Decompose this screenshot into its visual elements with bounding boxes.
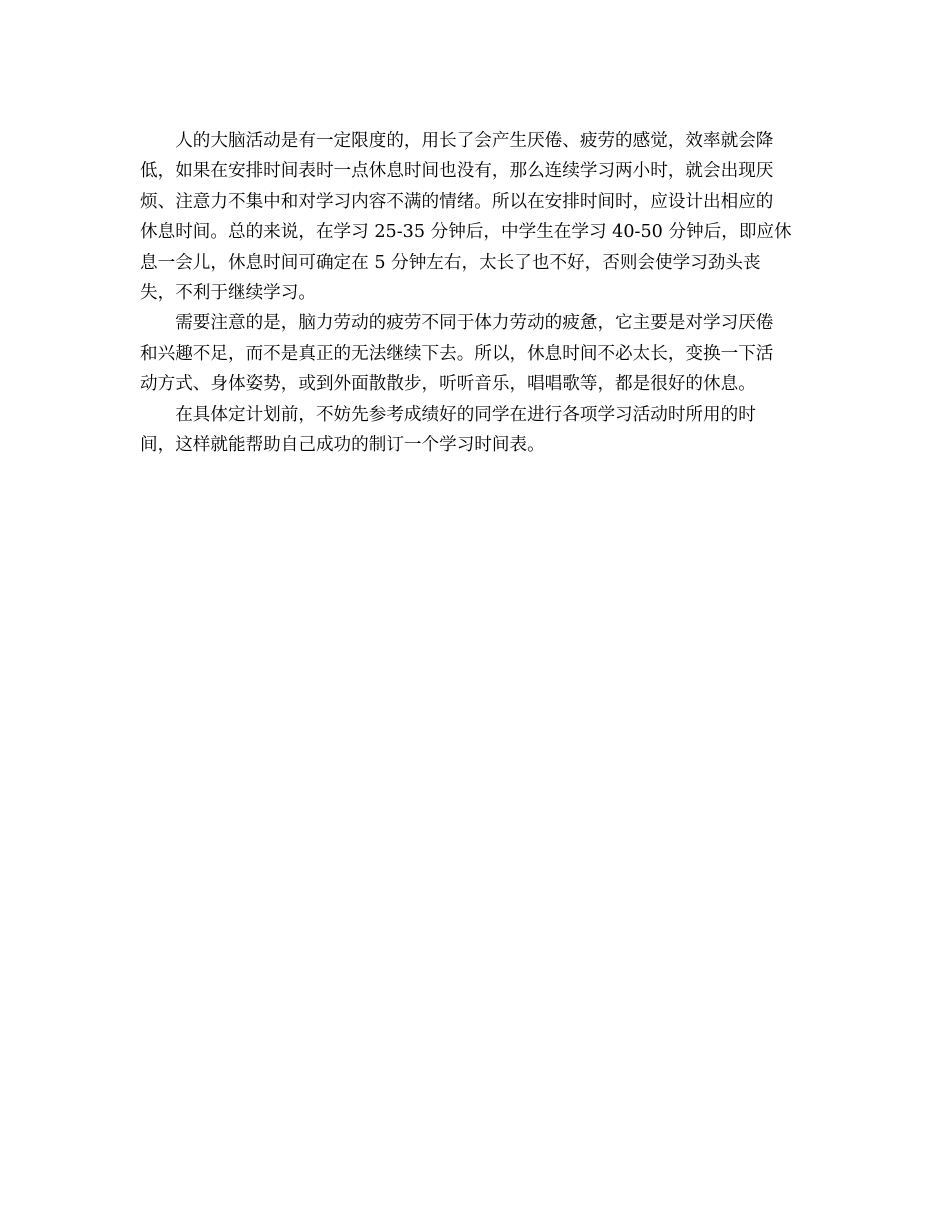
paragraph-line: 休息时间。总的来说，在学习 25-35 分钟后，中学生在学习 40-50 分钟后，即应休 bbox=[140, 222, 792, 243]
paragraph-line: 和兴趣不足，而不是真正的无法继续下去。所以，休息时间不必太长，变换一下活 bbox=[140, 343, 774, 364]
paragraph-line: 失，不利于继续学习。 bbox=[140, 283, 316, 304]
paragraph-line: 间，这样就能帮助自己成功的制订一个学习时间表。 bbox=[140, 435, 545, 456]
paragraph-line: 人的大脑活动是有一定限度的，用长了会产生厌倦、疲劳的感觉，效率就会降 bbox=[175, 131, 774, 151]
document-body bbox=[140, 126, 812, 460]
paragraph-line: 需要注意的是，脑力劳动的疲劳不同于体力劳动的疲惫，它主要是对学习厌倦 bbox=[175, 313, 774, 334]
paragraph-planning-advice bbox=[140, 400, 812, 461]
paragraph-line: 低，如果在安排时间表时一点休息时间也没有，那么连续学习两小时，就会出现厌 bbox=[140, 161, 774, 182]
paragraph-line: 烦、注意力不集中和对学习内容不满的情绪。所以在安排时间时，应设计出相应的 bbox=[140, 191, 774, 212]
paragraph-mental-fatigue bbox=[140, 308, 812, 399]
paragraph-line: 息一会儿，休息时间可确定在 5 分钟左右，太长了也不好，否则会使学习劲头丧 bbox=[140, 252, 761, 273]
paragraph-line: 在具体定计划前，不妨先参考成绩好的同学在进行各项学习活动时所用的时 bbox=[175, 404, 756, 425]
paragraph-line: 动方式、身体姿势，或到外面散散步，听听音乐，唱唱歌等，都是很好的休息。 bbox=[140, 374, 756, 395]
paragraph-rest-limits bbox=[140, 126, 812, 308]
